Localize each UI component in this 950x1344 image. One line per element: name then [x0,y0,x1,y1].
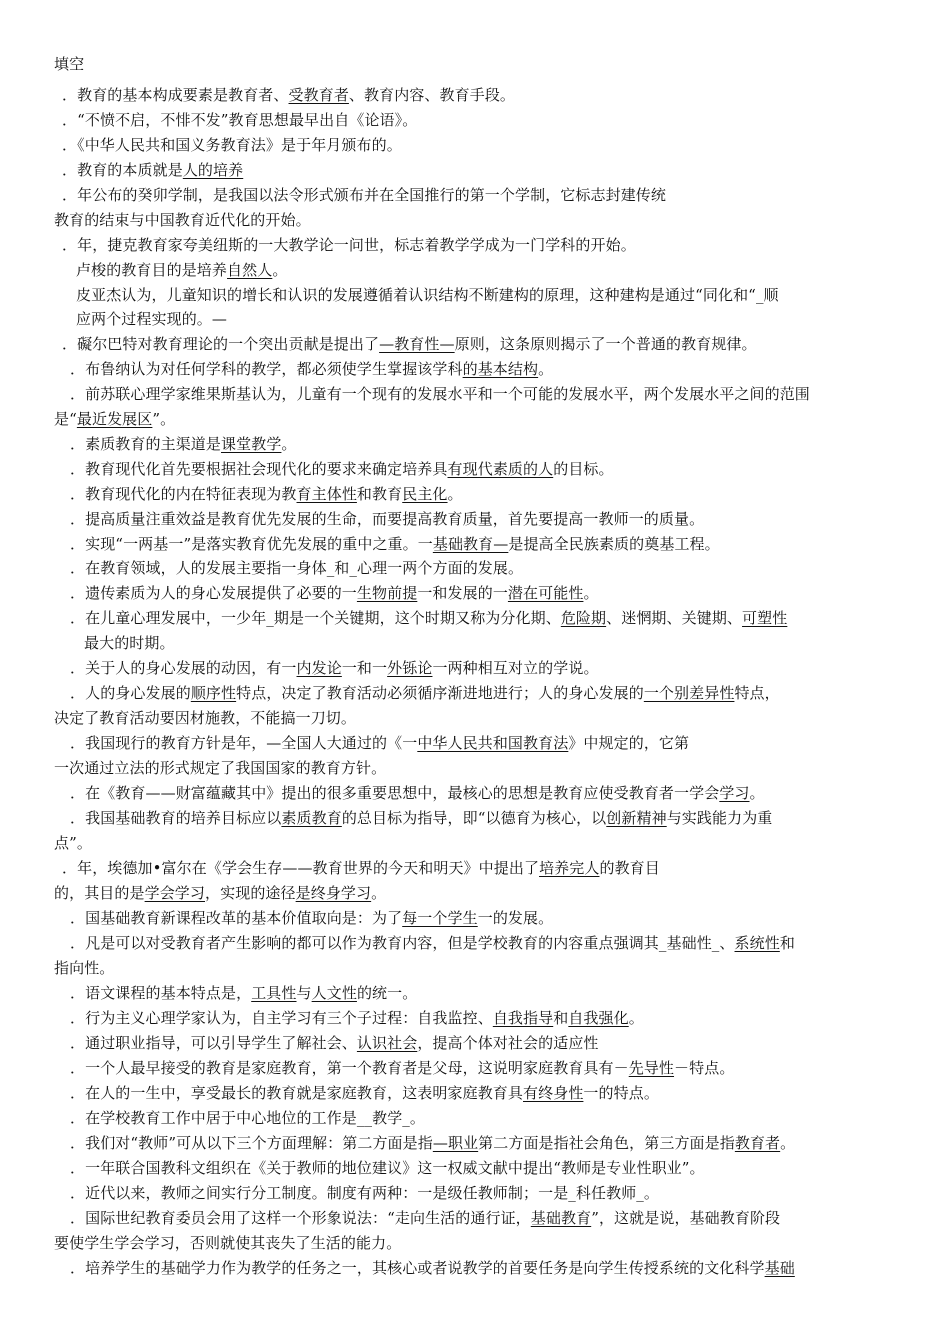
line-text: 原则，这条原则揭示了一个普通的教育规律。 [454,335,757,353]
line-text: 。 [447,485,463,503]
line-text: ．礙尔巴特对教育理论的一个突出贡献是提出了 [62,335,380,353]
answer-blank: 基础教育 [530,1209,592,1227]
line-text: ．教育的基本构成要素是教育者、 [62,86,289,104]
text-line [62,235,636,255]
answer-blank: 育主体性 [296,485,357,503]
answer-blank: 人的培养 [182,161,244,179]
line-text: 。 [583,584,599,602]
answer-blank: 受教育者 [288,86,349,104]
line-text: 和教育 [356,485,403,503]
text-line [54,708,356,728]
line-text: 。 [538,360,554,378]
line-text: 一的特点。 [583,1084,659,1102]
text-line [54,833,92,853]
line-text: ．我国基础教育的培养目标应以 [70,809,282,827]
line-text: ，实现的途径 [205,884,296,902]
section-title: 填空 [54,55,85,73]
line-text: 和 [779,934,795,952]
line-text: 的总目标为指导，即“以德育为核心，以 [341,809,607,827]
line-text: 特点， [734,684,780,702]
line-text: 、迷惘期、关键期、 [606,609,743,627]
answer-blank: 教育者 [734,1134,781,1152]
line-text: 的统一。 [356,984,418,1002]
line-text: ．在儿童心理发展中，一少年_期是一个关键期，这个时期又称为分化期、 [70,609,561,627]
text-line [70,808,772,828]
text-line [70,1008,644,1028]
text-line [84,633,175,653]
line-text: 的教育目 [599,859,660,877]
line-text: ．我国现行的教育方针是年，—全国人大通过的《一 [70,734,418,752]
line-text: ．“不愤不启，不悱不发”教育思想最早出自《论语》。 [62,111,418,129]
text-line [76,260,287,280]
line-text: 指向性。 [54,959,115,977]
text-line [70,608,787,628]
line-text: 是“ [54,410,77,428]
line-text: 要使学生学会学习，否则就使其丧失了生活的能力。 [54,1234,402,1252]
line-text: 和 [553,1009,569,1027]
text-line [70,1133,795,1153]
text-line [62,185,666,205]
text-line [70,1058,734,1078]
line-text: 。 [281,435,297,453]
text-line [54,758,386,778]
text-line [54,958,114,978]
text-line [70,1158,705,1178]
text-line [70,534,720,554]
answer-blank: 系统性 [734,934,780,952]
line-text: ．在《教育——财富蕴藏其中》提出的很多重要思想中，最核心的思想是教育应使受教育者一学会 [70,784,720,802]
answer-blank: 有终身性 [523,1084,584,1102]
text-line [54,210,311,230]
answer-blank: 可塑性 [742,609,788,627]
text-line [62,110,417,130]
line-text: 一和一 [341,659,388,677]
line-text: 一和发展的一 [417,584,508,602]
answer-blank: 基础教育— [432,535,509,553]
text-line [70,384,810,404]
line-text: 最大的时期。 [84,634,175,652]
answer-blank: —职业 [432,1134,479,1152]
text-line [76,285,779,305]
text-line [70,983,417,1003]
answer-blank: 自我强化 [568,1009,629,1027]
line-text: ．年，捷克教育家夸美纽斯的一大教学论一问世，标志着教学学成为一门学科的开始。 [62,236,636,254]
answer-blank: 素质教育 [281,809,342,827]
text-line [54,883,386,903]
text-line [62,334,757,354]
text-line [70,933,795,953]
line-text: 一次通过立法的形式规定了我国国家的教育方针。 [54,759,387,777]
line-text: ．在人的一生中，享受最长的教育就是家庭教育，这表明家庭教育具 [70,1084,524,1102]
text-line [62,160,243,180]
line-text: 一的发展。 [477,909,554,927]
line-text: ．提高质量注重效益是教育优先发展的生命，而要提高教育质量，首先要提高一教师一的质量。 [70,510,705,528]
answer-blank: 的基本结构 [462,360,539,378]
text-line [70,908,553,928]
answer-blank: 生物前提 [356,584,418,602]
line-text: ．凡是可以对受教育者产生影响的都可以作为教育内容，但是学校教育的内容重点强调其_基础性_、 [70,934,735,952]
line-text: 一两种相互对立的学说。 [432,659,599,677]
answer-blank: 工具性 [251,984,297,1002]
answer-blank: 危险期 [560,609,607,627]
answer-blank: 外铄论 [387,659,433,677]
line-text: ．国基础教育新课程改革的基本价值取向是：为了 [70,909,403,927]
text-line [70,1183,659,1203]
answer-blank: —教育性— [379,335,455,353]
answer-blank: 潜在可能性 [507,584,584,602]
text-line [70,733,689,753]
line-text: ．一个人最早接受的教育是家庭教育，第一个教育者是父母，这说明家庭教育具有－ [70,1059,629,1077]
answer-blank: 顺序性 [190,684,237,702]
answer-blank: 最近发展区 [76,410,153,428]
line-text: ”，这就是说，基础教育阶段 [591,1209,781,1227]
line-text: 是提高全民族素质的奠基工程。 [508,535,720,553]
line-text: 与实践能力为重 [666,809,773,827]
line-text: 与 [296,984,312,1002]
line-text: 》中规定的，它第 [568,734,690,752]
line-text: ．前苏联心理学家维果斯基认为，儿童有一个现有的发展水平和一个可能的发展水平，两个发展水平之间的范围 [70,385,810,403]
answer-blank: 创新精神 [606,809,667,827]
line-text: 。 [272,261,288,279]
text-line [62,858,660,878]
answer-blank: 民主化 [402,485,448,503]
answer-blank: 学会学习 [144,884,206,902]
line-text: ”。 [152,410,176,428]
answer-blank: 每一个学生 [402,909,478,927]
text-line [70,1033,599,1053]
line-text: ．年公布的癸卯学制，是我国以法令形式颁布并在全国推行的第一个学制，它标志封建传统 [62,186,667,204]
text-line [70,459,614,479]
line-text: 决定了教育活动要因材施教，不能搞一刀切。 [54,709,357,727]
line-text: 点”。 [54,834,92,852]
text-line [54,409,175,429]
line-text: ．近代以来，教师之间实行分工制度。制度有两种：一是级任教师制；一是_科任教师_。 [70,1184,660,1202]
line-text: 卢梭的教育目的是培养 [76,261,228,279]
answer-blank: 先导性 [628,1059,675,1077]
line-text: 皮亚杰认为，儿童知识的增长和认识的发展遵循着认识结构不断建构的原理，这种建构是通过“同化和“_顺 [76,286,779,304]
line-text: ．在学校教育工作中居于中心地位的工作是__教学_。 [70,1109,426,1127]
answer-blank: 一个别差异性 [643,684,735,702]
text-line [70,558,523,578]
line-text: 。 [749,784,765,802]
line-text: ．在教育领域，人的发展主要指一身体_和_心理一两个方面的发展。 [70,559,524,577]
text-line [76,309,227,329]
line-text: 的，其目的是 [54,884,145,902]
text-line [70,583,599,603]
text-line [70,658,599,678]
text-line [54,1233,401,1253]
text-line [70,1108,425,1128]
line-text: ．教育现代化的内在特征表现为教 [70,485,297,503]
answer-blank: 学习 [719,784,750,802]
text-line [62,85,515,105]
answer-blank: 人文性 [311,984,357,1002]
line-text: ．教育的本质就是 [62,161,183,179]
line-text: ．行为主义心理学家认为，自主学习有三个子过程：自我监控、 [70,1009,493,1027]
text-line [70,509,704,529]
line-text: 特点，决定了教育活动必须循序渐进地进行；人的身心发展的 [236,684,644,702]
answer-blank: 有现代素质的人 [447,460,554,478]
line-text: ．布鲁纳认为对任何学科的教学，都必须使学生掌握该学科 [70,360,463,378]
answer-blank: 内发论 [296,659,342,677]
line-text: ．国际世纪教育委员会用了这样一个形象说法：“走向生活的通行证， [70,1209,531,1227]
line-text: 、教育内容、教育手段。 [348,86,516,104]
line-text: －特点。 [674,1059,735,1077]
line-text: 第二方面是指社会角色，第三方面是指 [478,1134,735,1152]
text-line [70,1208,780,1228]
line-text: ．素质教育的主渠道是 [70,435,222,453]
text-line [70,783,765,803]
text-line [70,683,780,703]
line-text: ．人的身心发展的 [70,684,191,702]
line-text: ．一年联合国教科文组织在《关于教师的地位建议》这一权威文献中提出“教师是专业性职业”。 [70,1159,705,1177]
text-line [70,1083,659,1103]
answer-blank: 基础 [764,1259,795,1277]
line-text: 。 [628,1009,644,1027]
answer-blank: 中华人民共和国教育法 [417,734,569,752]
line-text: ．培养学生的基础学力作为教学的任务之一，其核心或者说教学的首要任务是向学生传授系统的文化科学 [70,1259,765,1277]
line-text: ．遗传素质为人的身心发展提供了必要的一 [70,584,357,602]
line-text: ．年，埃德加•富尔在《学会生存——教育世界的今天和明天》中提出了 [62,859,540,877]
line-text: 教育的结束与中国教育近代化的开始。 [54,211,311,229]
line-text: 。 [371,884,387,902]
answer-blank: 自然人 [227,261,273,279]
line-text: 的目标。 [553,460,614,478]
line-text: ．《中华人民共和国义务教育法》是于年月颁布的。 [62,136,402,154]
line-text: ．关于人的身心发展的动因，有一 [70,659,297,677]
text-line [62,135,402,155]
text-line [70,359,553,379]
line-text: ．语文课程的基本特点是， [70,984,252,1002]
line-text: ．通过职业指导，可以引导学生了解社会、 [70,1034,357,1052]
answer-blank: 课堂教学 [221,435,282,453]
line-text: 应两个过程实现的。— [76,310,228,328]
line-text: ．实现“一两基一”是落实教育优先发展的重中之重。一 [70,535,433,553]
answer-blank: 认识社会 [356,1034,418,1052]
answer-blank: 培养完人 [539,859,600,877]
text-line [70,1258,795,1278]
line-text: ．我们对“教师”可从以下三个方面理解：第二方面是指 [70,1134,433,1152]
answer-blank: 自我指导 [492,1009,554,1027]
text-line [70,484,463,504]
line-text: 。 [780,1134,796,1152]
text-line [70,434,297,454]
answer-blank: 是终身学习 [295,884,372,902]
line-text: ，提高个体对社会的适应性 [417,1034,599,1052]
line-text: ．教育现代化首先要根据社会现代化的要求来确定培养具 [70,460,448,478]
